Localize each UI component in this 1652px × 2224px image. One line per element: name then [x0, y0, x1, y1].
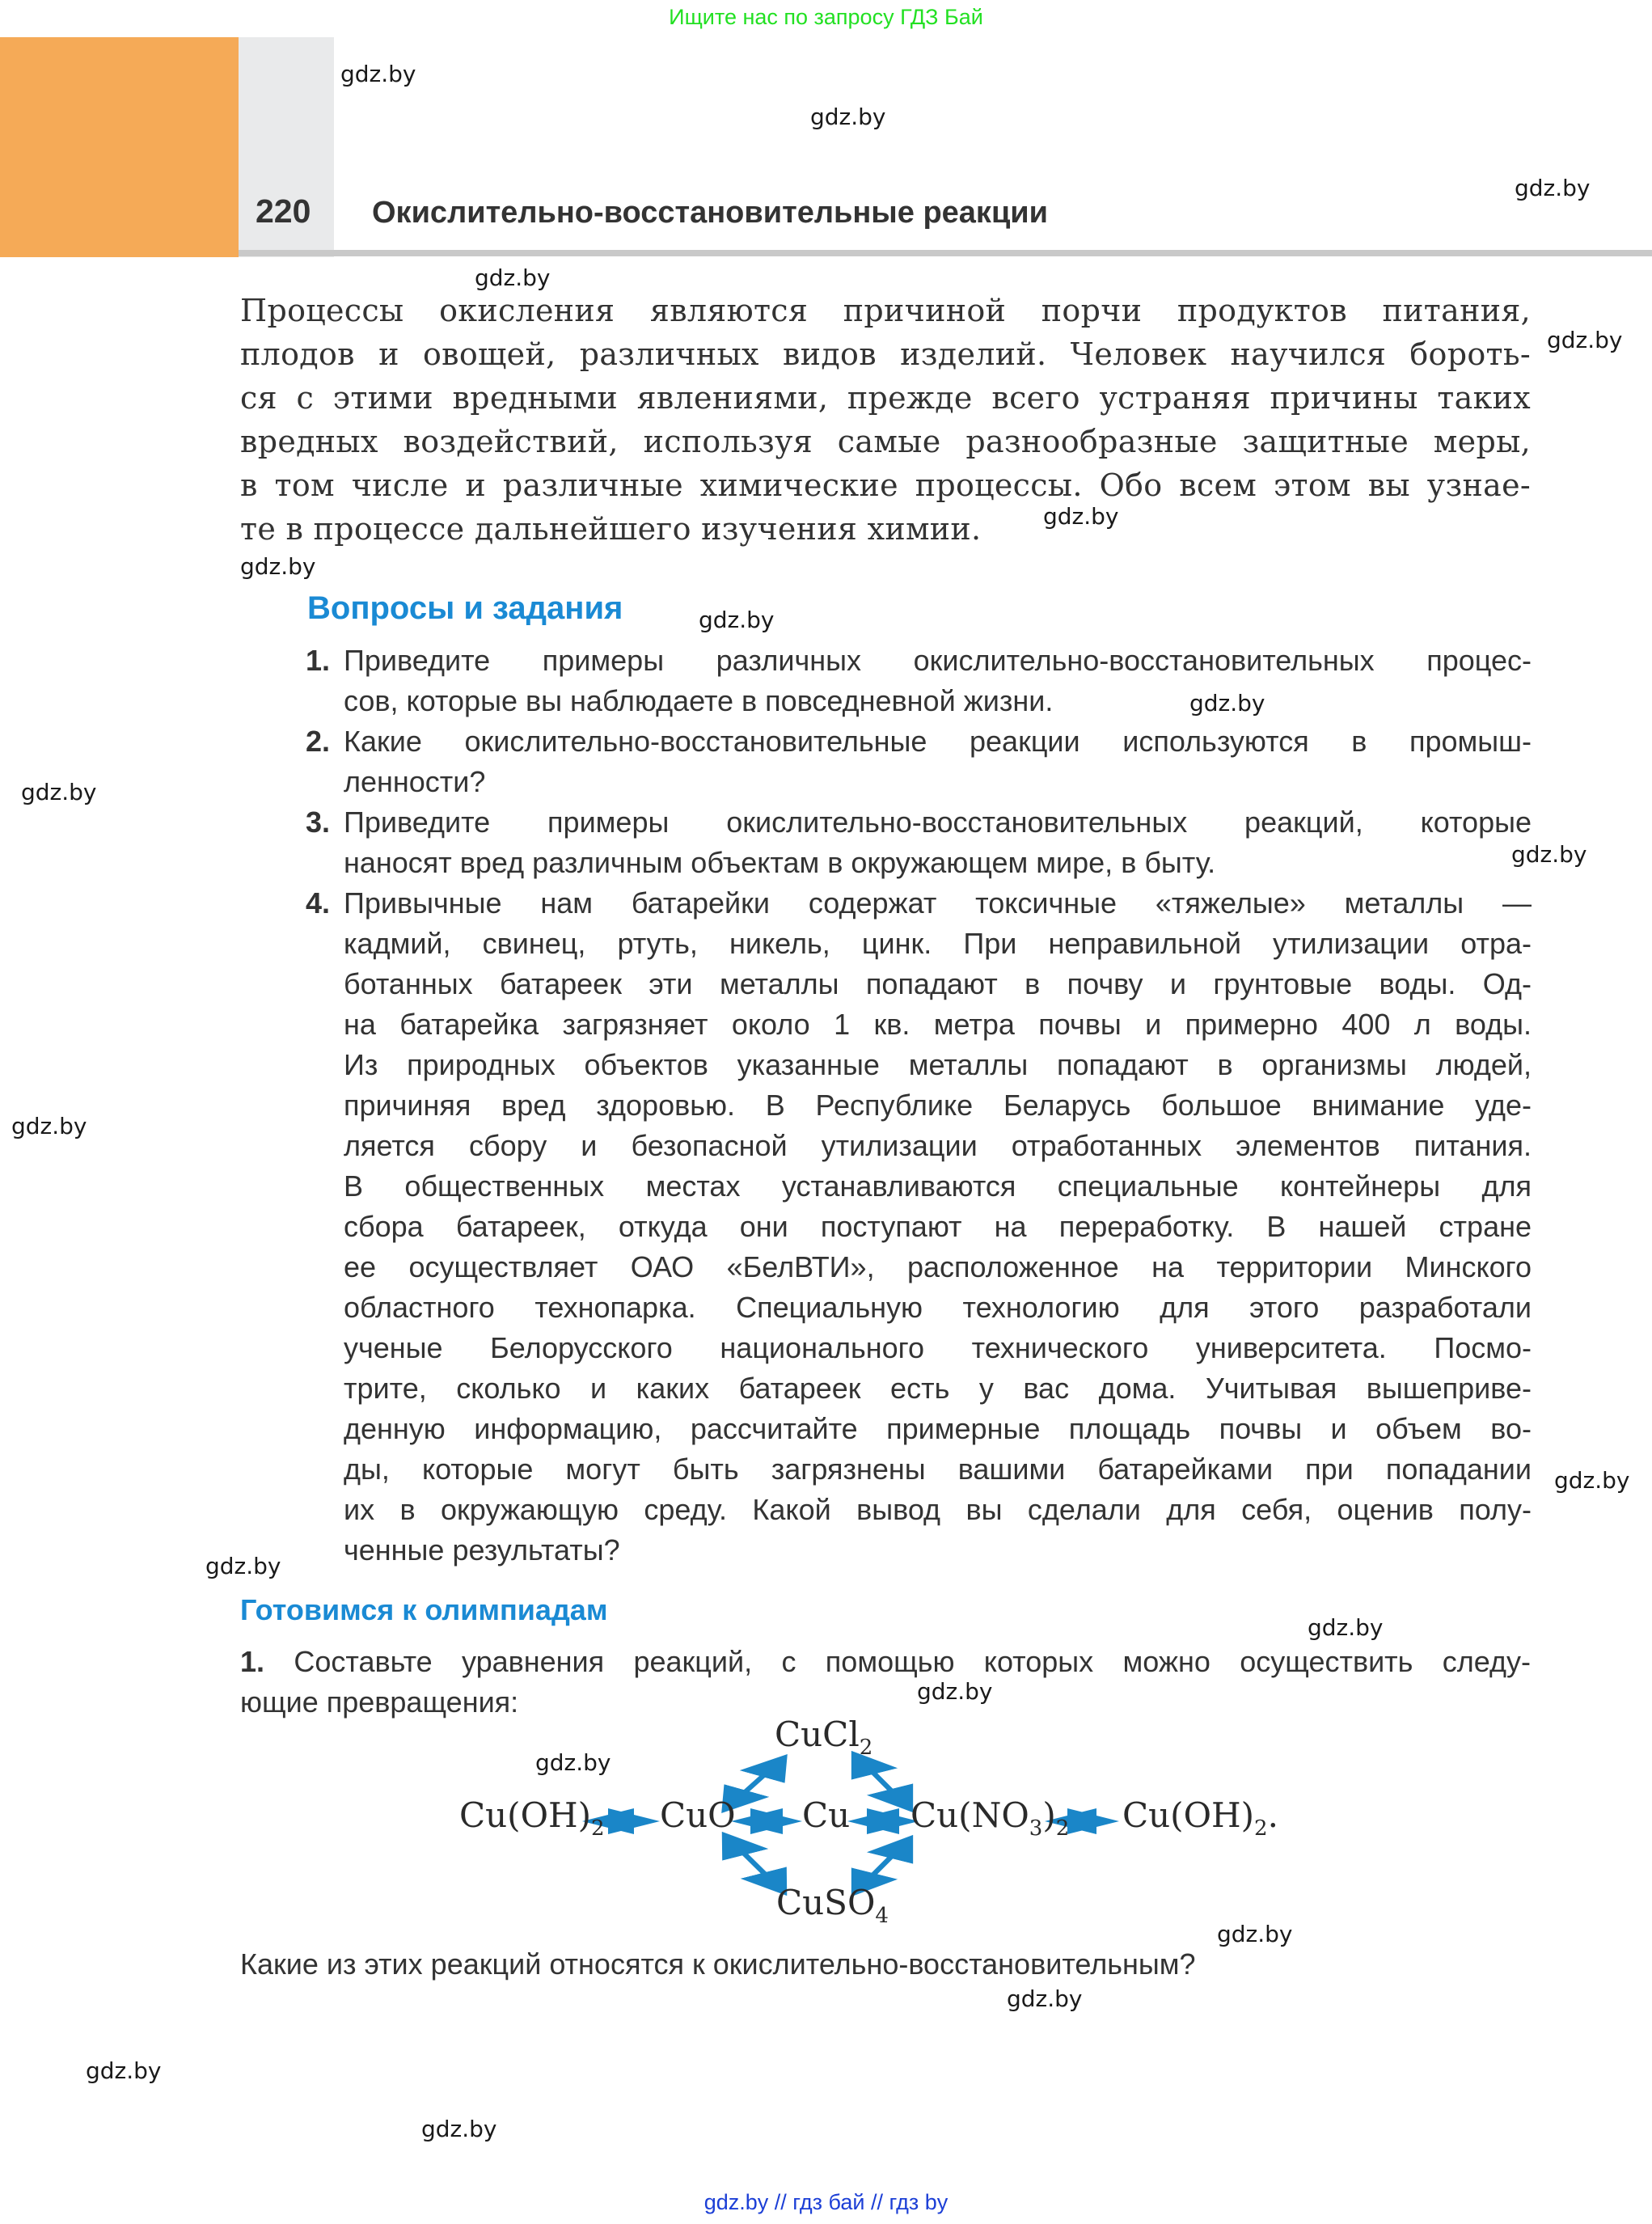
intro-line: ся с этими вредными явлениями, прежде всего устраняя причины таких — [240, 380, 1531, 416]
olympiad-heading: Готовимся к олимпиадам — [240, 1593, 608, 1626]
question-line: сбора батареек, откуда они поступают на переработку. В нашей стране — [344, 1210, 1532, 1243]
question-line: трите, сколько и каких батареек есть у вас дома. Учитывая вышеприве- — [344, 1372, 1532, 1405]
question-line: ды, которые могут быть загрязнены вашими батарейками при попадании — [344, 1452, 1532, 1486]
question-item-1 — [306, 641, 1532, 721]
watermark: gdz.by — [1217, 1921, 1293, 1947]
question-line: ботанных батареек эти металлы попадают в почву и грунтовые воды. Од- — [344, 967, 1532, 1000]
task-text: Составьте уравнения реакций, с помощью которых можно осуществить следу- — [294, 1645, 1531, 1678]
watermark: gdz.by — [21, 779, 97, 805]
formula-cu: Cu — [802, 1795, 851, 1835]
question-item-4 — [306, 883, 1532, 1571]
watermark: gdz.by — [699, 607, 775, 633]
watermark: gdz.by — [1007, 1985, 1083, 2012]
watermark: gdz.by — [1547, 327, 1623, 353]
formula-cuoh2-left: $Cu(OH)_2$ — [459, 1795, 605, 1841]
intro-line: в том числе и различные химические процессы. Обо всем этом вы узнае- — [240, 467, 1531, 503]
question-line: причиняя вред здоровью. В Республике Беларусь большое внимание уде- — [344, 1089, 1532, 1122]
watermark: gdz.by — [1189, 690, 1265, 717]
question-number: 3. — [306, 805, 331, 839]
question-number: 1. — [306, 644, 331, 677]
question-line: областного технопарка. Специальную технологию для этого разработали — [344, 1291, 1532, 1324]
question-line: сов, которые вы наблюдаете в повседневной жизни. — [344, 684, 1054, 717]
watermark: gdz.by — [535, 1749, 611, 1776]
question-line: Привычные нам батарейки содержат токсичные «тяжелые» металлы — — [344, 886, 1532, 920]
question-line: Какие окислительно-восстановительные реакции используются в промыш- — [344, 725, 1532, 758]
question-line: ленности? — [344, 765, 486, 798]
final-question: Какие из этих реакций относятся к окислительно-восстановительным? — [240, 1947, 1196, 1981]
watermark: gdz.by — [240, 553, 316, 580]
watermark: gdz.by — [810, 104, 886, 130]
question-line: наносят вред различным объектам в окружающем мире, в быту. — [344, 846, 1216, 879]
intro-line: Процессы окисления являются причиной порчи продуктов питания, — [240, 293, 1531, 328]
question-line: денную информацию, рассчитайте примерные площадь почвы и объем во- — [344, 1412, 1532, 1445]
question-line: ляется сбору и безопасной утилизации отработанных элементов питания. — [344, 1129, 1532, 1162]
header-orange-band — [0, 37, 239, 257]
olympiad-task-line: ющие превращения: — [240, 1685, 519, 1719]
intro-line: те в процессе дальнейшего изучения химии. — [240, 511, 982, 547]
olympiad-task-line — [240, 1642, 1531, 1682]
formula-cucl2: CuCl$_2$ — [775, 1715, 873, 1760]
questions-list — [306, 641, 1532, 1571]
search-banner[interactable]: Ищите нас по запросу ГДЗ Бай — [669, 5, 983, 29]
bottom-links[interactable]: gdz.by // гдз бай // гдз by — [703, 2190, 949, 2214]
question-line: ченные результаты? — [344, 1533, 620, 1567]
transformation-scheme — [437, 1698, 1326, 1941]
question-line: на батарейка загрязняет около 1 кв. метра почвы и примерно 400 л воды. — [344, 1008, 1532, 1041]
question-line: ученые Белорусского национального технического университета. Посмо- — [344, 1331, 1532, 1364]
intro-paragraph — [240, 289, 1531, 551]
question-line: В общественных местах устанавливаются специальные контейнеры для — [344, 1169, 1532, 1203]
watermark: gdz.by — [340, 61, 416, 87]
question-line: Приведите примеры окислительно-восстановительных реакций, которые — [344, 805, 1532, 839]
watermark: gdz.by — [475, 264, 551, 291]
questions-heading: Вопросы и задания — [307, 590, 623, 626]
watermark: gdz.by — [1043, 503, 1119, 530]
formula-cuno32: $Cu(NO_3)_2$ — [911, 1795, 1070, 1841]
watermark: gdz.by — [1515, 175, 1591, 201]
header-divider — [239, 250, 1652, 256]
question-line: кадмий, свинец, ртуть, никель, цинк. При неправильной утилизации отра- — [344, 927, 1532, 960]
question-item-3 — [306, 802, 1532, 883]
task-number: 1. — [240, 1645, 265, 1678]
watermark: gdz.by — [205, 1553, 281, 1579]
question-line: Приведите примеры различных окислительно-восстановительных процес- — [344, 644, 1532, 677]
watermark: gdz.by — [86, 2057, 162, 2084]
intro-line: плодов и овощей, различных видов изделий. Человек научился бороть- — [240, 336, 1531, 372]
formula-cuo: CuO — [660, 1795, 736, 1835]
arrow-cuo-cuso4 — [728, 1837, 781, 1890]
watermark: gdz.by — [11, 1113, 87, 1139]
watermark: gdz.by — [917, 1678, 993, 1705]
watermark: gdz.by — [421, 2116, 497, 2142]
arrow-cuo-cucl2 — [728, 1760, 781, 1808]
question-line: ее осуществляет ОАО «БелВТИ», расположенное на территории Минского — [344, 1250, 1532, 1283]
watermark: gdz.by — [1554, 1467, 1630, 1494]
question-line: Из природных объектов указанные металлы попадают в организмы людей, — [344, 1048, 1532, 1081]
question-line: их в окружающую среду. Какой вывод вы сделали для себя, оценив полу- — [344, 1493, 1532, 1526]
watermark: gdz.by — [1308, 1614, 1384, 1641]
question-number: 2. — [306, 725, 331, 758]
question-item-2 — [306, 721, 1532, 802]
arrow-cucl2-cuno32 — [857, 1757, 907, 1807]
watermark: gdz.by — [1511, 841, 1587, 868]
chapter-title: Окислительно-восстановительные реакции — [372, 196, 1049, 230]
question-number: 4. — [306, 886, 331, 920]
formula-cuso4: CuSO$_4$ — [776, 1883, 889, 1928]
intro-line: вредных воздействий, используя самые разнообразные защитные меры, — [240, 424, 1531, 459]
formula-cuoh2-right: $Cu(OH)_2$. — [1122, 1795, 1278, 1841]
page-number: 220 — [256, 192, 311, 230]
